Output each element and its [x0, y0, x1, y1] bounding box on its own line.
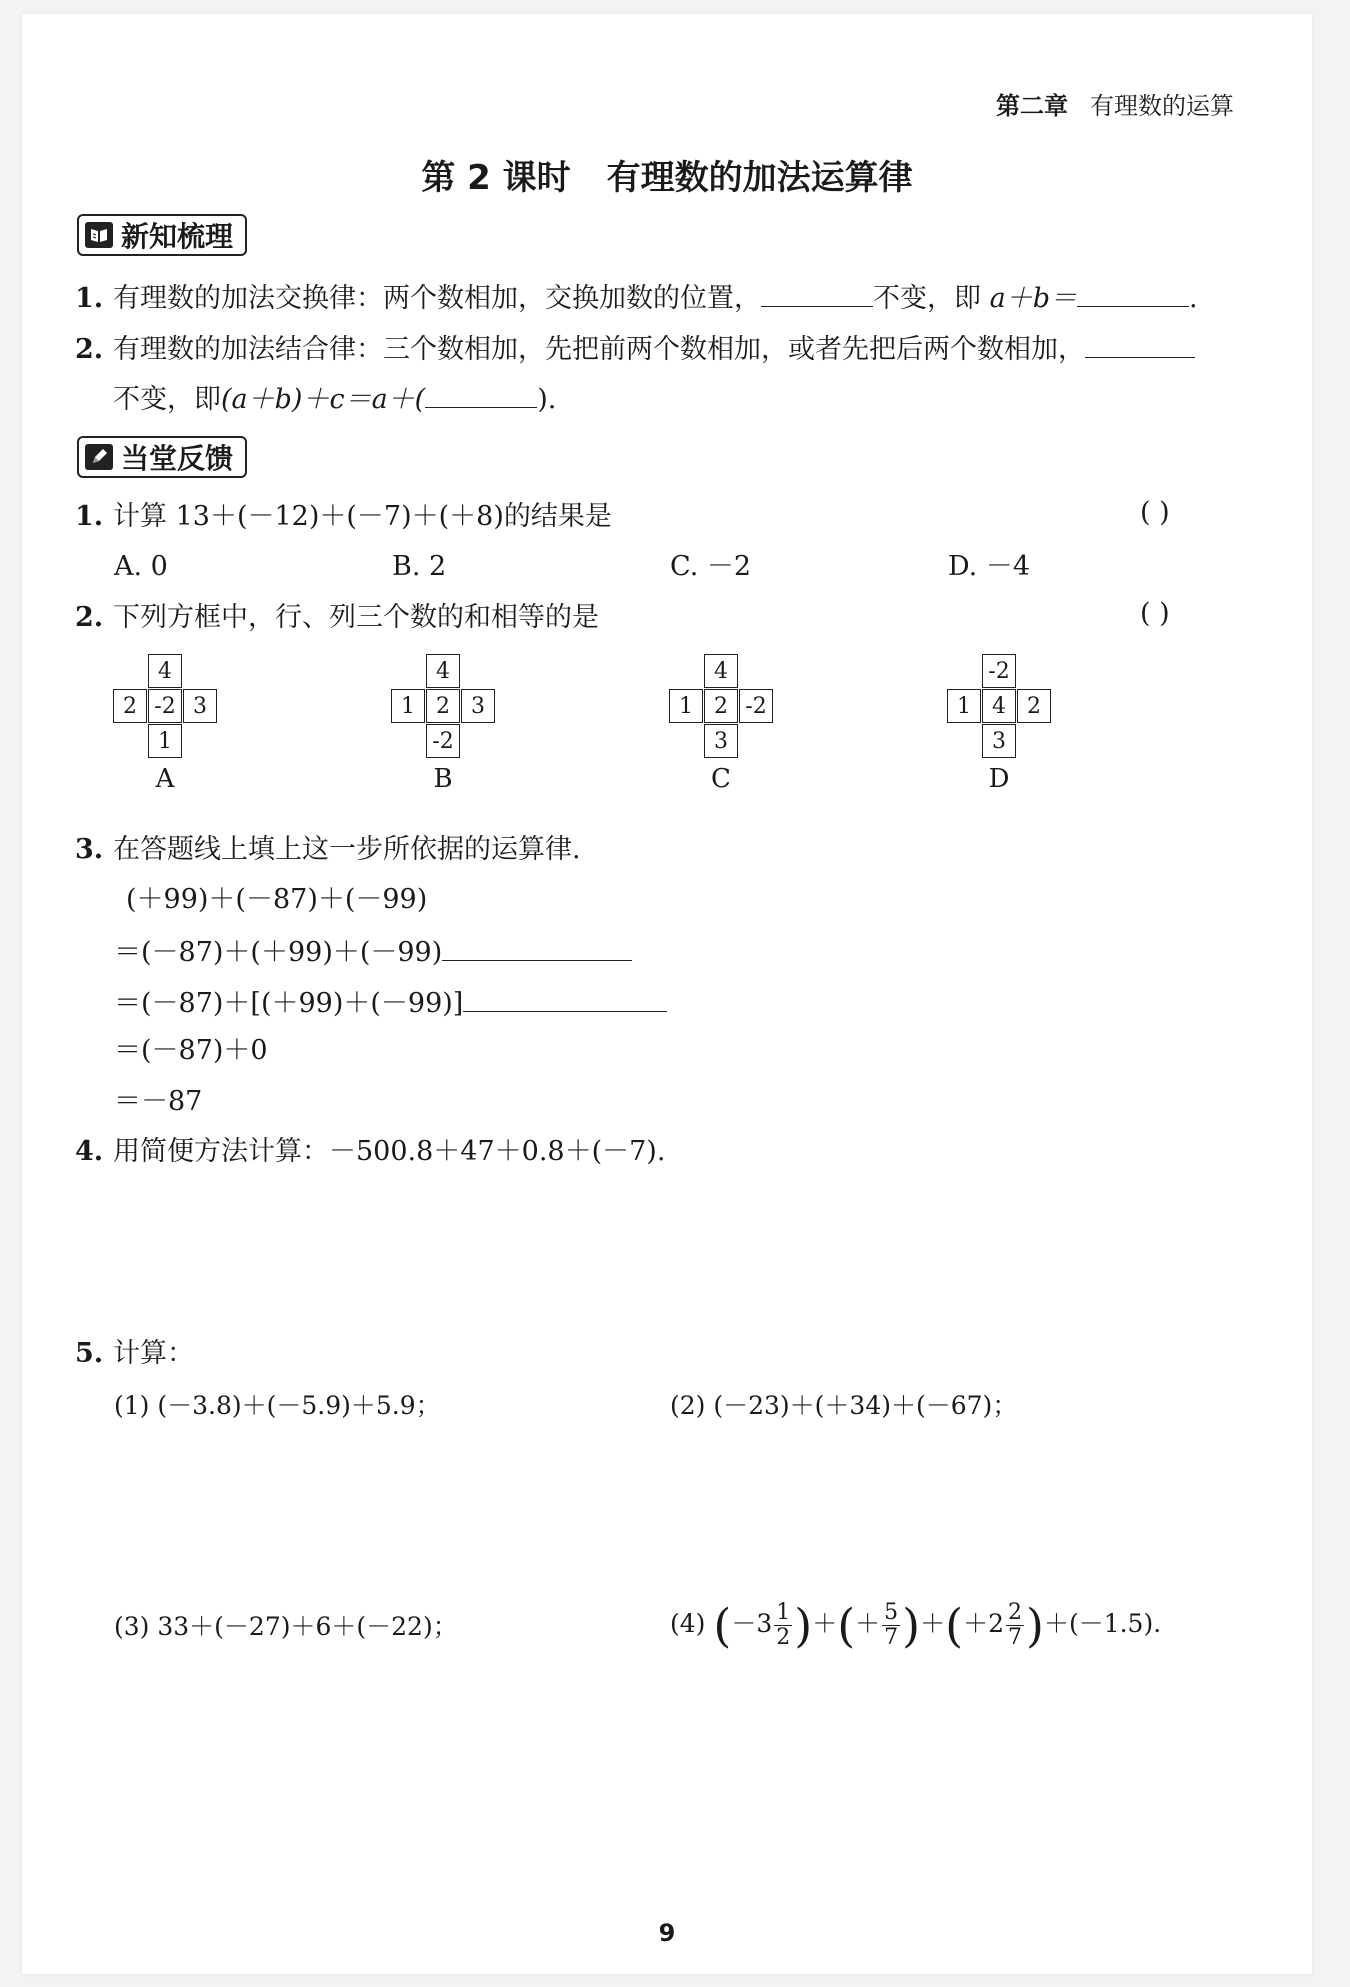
- item-number: 2.: [75, 334, 104, 365]
- item-text: 有理数的加法交换律：两个数相加，交换加数的位置，: [113, 283, 761, 314]
- pencil-icon: [85, 444, 113, 470]
- answer-area-5-2[interactable]: [667, 1434, 1257, 1584]
- plus-sign: ＋: [920, 1609, 946, 1638]
- step-1: (＋99)＋(－87)＋(－99): [126, 884, 428, 915]
- grid-cell-top: 4: [426, 654, 460, 688]
- grid-option-c[interactable]: [669, 654, 779, 809]
- grid-label: A: [155, 764, 175, 794]
- grid-cell-right: 3: [461, 689, 495, 723]
- answer-blank[interactable]: [463, 981, 667, 1012]
- option-b[interactable]: B. 2: [392, 551, 447, 582]
- knowledge-item-2-line2: [113, 377, 556, 420]
- step-4: ＝(－87)＋0: [114, 1035, 268, 1066]
- grid-cell-center: 2: [704, 689, 738, 723]
- question-text: 计算 13＋(－12)＋(－7)＋(＋8)的结果是: [113, 501, 612, 532]
- answer-parenthesis[interactable]: ( ): [1140, 497, 1170, 528]
- grid-cell-bottom: -2: [426, 724, 460, 758]
- grid-cell-left: 1: [669, 689, 703, 723]
- question-number: 5.: [75, 1338, 104, 1369]
- answer-area-q4[interactable]: [112, 1179, 1262, 1329]
- grid-option-d[interactable]: [947, 654, 1057, 809]
- grid-cell-center: 2: [426, 689, 460, 723]
- answer-blank[interactable]: [442, 930, 632, 961]
- denominator: 7: [1008, 1625, 1022, 1650]
- fraction: [774, 1601, 792, 1650]
- grid-cell-bottom: 1: [148, 724, 182, 758]
- question-text: 下列方框中，行、列三个数的和相等的是: [113, 602, 599, 633]
- item-text: 有理数的加法结合律：三个数相加，先把前两个数相加，或者先把后两个数相加，: [113, 334, 1085, 365]
- item-number: 1.: [75, 283, 104, 314]
- question-number: 4.: [75, 1136, 104, 1167]
- item-text: 不变，即: [113, 384, 221, 415]
- numerator: 1: [776, 1600, 791, 1625]
- sub-question-4: (4) (－3 $\frac{1}{2}$ )＋(＋ $\frac{5}{7}$ )＋(＋2 $\frac{2}{7}$ )＋(－1.5).: [670, 1598, 1162, 1653]
- expression-tail: ＋(－1.5).: [1043, 1609, 1162, 1638]
- answer-area-5-1[interactable]: [112, 1434, 652, 1584]
- lesson-name: 有理数的加法运算律: [606, 158, 913, 198]
- question-1: [75, 497, 612, 537]
- grid-label: C: [711, 764, 731, 794]
- grid-cell-right: -2: [739, 689, 773, 723]
- question-number: 1.: [75, 501, 104, 532]
- page-number: 9: [658, 1919, 676, 1947]
- denominator: 2: [776, 1625, 791, 1650]
- step-2: [114, 930, 632, 973]
- section-title: 当堂反馈: [121, 442, 234, 475]
- answer-blank[interactable]: [761, 276, 873, 307]
- question-number: 2.: [75, 602, 104, 633]
- sub-label: (4): [670, 1609, 706, 1638]
- step-text: ＝(－87)＋[(＋99)＋(－99)]: [114, 988, 464, 1019]
- sub-question-1: (1) (－3.8)＋(－5.9)＋5.9；: [114, 1391, 441, 1420]
- grid-cell-left: 1: [947, 689, 981, 723]
- mixed-int: －3: [731, 1609, 773, 1638]
- item-expression: (a＋b)＋c＝a＋(: [221, 384, 426, 415]
- sub-question-3: (3) 33＋(－27)＋6＋(－22)；: [114, 1612, 458, 1641]
- numerator: 5: [884, 1600, 899, 1625]
- grid-cell-top: 4: [148, 654, 182, 688]
- question-text: 在答题线上填上这一步所依据的运算律.: [113, 834, 581, 865]
- section-heading-new-knowledge: [77, 214, 247, 256]
- fraction: [882, 1601, 900, 1650]
- step-3: [114, 981, 667, 1024]
- grid-cell-center: 4: [982, 689, 1016, 723]
- option-a[interactable]: A. 0: [114, 551, 168, 582]
- answer-blank[interactable]: [425, 377, 537, 408]
- item-end: ).: [537, 384, 557, 415]
- question-3: [75, 830, 581, 870]
- grid-cell-bottom: 3: [704, 724, 738, 758]
- answer-area-5-4[interactable]: [667, 1664, 1257, 1894]
- answer-blank[interactable]: [1085, 327, 1195, 358]
- grid-cell-bottom: 3: [982, 724, 1016, 758]
- grid-option-b[interactable]: [391, 654, 501, 809]
- grid-cell-top: 4: [704, 654, 738, 688]
- fraction: [1006, 1601, 1024, 1650]
- grid-cell-top: -2: [982, 654, 1016, 688]
- lesson-number: 第 2 课时: [421, 158, 571, 198]
- mixed-int: ＋2: [963, 1609, 1004, 1638]
- chapter-header: [996, 86, 1234, 121]
- worksheet-page: [22, 14, 1312, 1974]
- answer-blank[interactable]: [1077, 276, 1189, 307]
- section-heading-feedback: [77, 436, 247, 478]
- chapter-title: 有理数的运算: [1090, 92, 1234, 120]
- book-icon: [85, 222, 113, 248]
- question-5: [75, 1334, 194, 1374]
- answer-area-5-3[interactable]: [112, 1664, 652, 1894]
- step-text: ＝(－87)＋(＋99)＋(－99): [114, 937, 443, 968]
- grid-label: B: [433, 764, 453, 794]
- step-5: ＝－87: [114, 1086, 203, 1117]
- question-2: [75, 598, 599, 638]
- sign: ＋: [855, 1609, 881, 1638]
- question-4: [75, 1132, 665, 1172]
- knowledge-item-1: [75, 276, 1198, 319]
- item-text: 不变，即: [873, 283, 981, 314]
- lesson-title: [22, 150, 1312, 199]
- grid-label: D: [988, 764, 1010, 794]
- item-end: .: [1188, 283, 1198, 314]
- question-text: 用简便方法计算：－500.8＋47＋0.8＋(－7).: [113, 1136, 666, 1167]
- grid-cell-left: 1: [391, 689, 425, 723]
- knowledge-item-2: [75, 327, 1195, 370]
- grid-cell-right: 2: [1017, 689, 1051, 723]
- option-d[interactable]: D. －4: [948, 551, 1031, 582]
- section-title: 新知梳理: [121, 220, 234, 253]
- numerator: 2: [1008, 1600, 1022, 1625]
- question-text: 计算：: [113, 1338, 194, 1369]
- denominator: 7: [884, 1625, 899, 1650]
- grid-cell-left: 2: [113, 689, 147, 723]
- option-c[interactable]: C. －2: [670, 551, 752, 582]
- grid-option-a[interactable]: [113, 654, 223, 809]
- chapter-number: 第二章: [996, 92, 1068, 120]
- sub-question-2: (2) (－23)＋(＋34)＋(－67)；: [670, 1391, 1018, 1420]
- answer-parenthesis[interactable]: ( ): [1140, 598, 1170, 629]
- plus-sign: ＋: [812, 1609, 838, 1638]
- grid-cell-center: -2: [148, 689, 182, 723]
- item-expression: a＋b＝: [989, 283, 1077, 314]
- grid-cell-right: 3: [183, 689, 217, 723]
- question-number: 3.: [75, 834, 104, 865]
